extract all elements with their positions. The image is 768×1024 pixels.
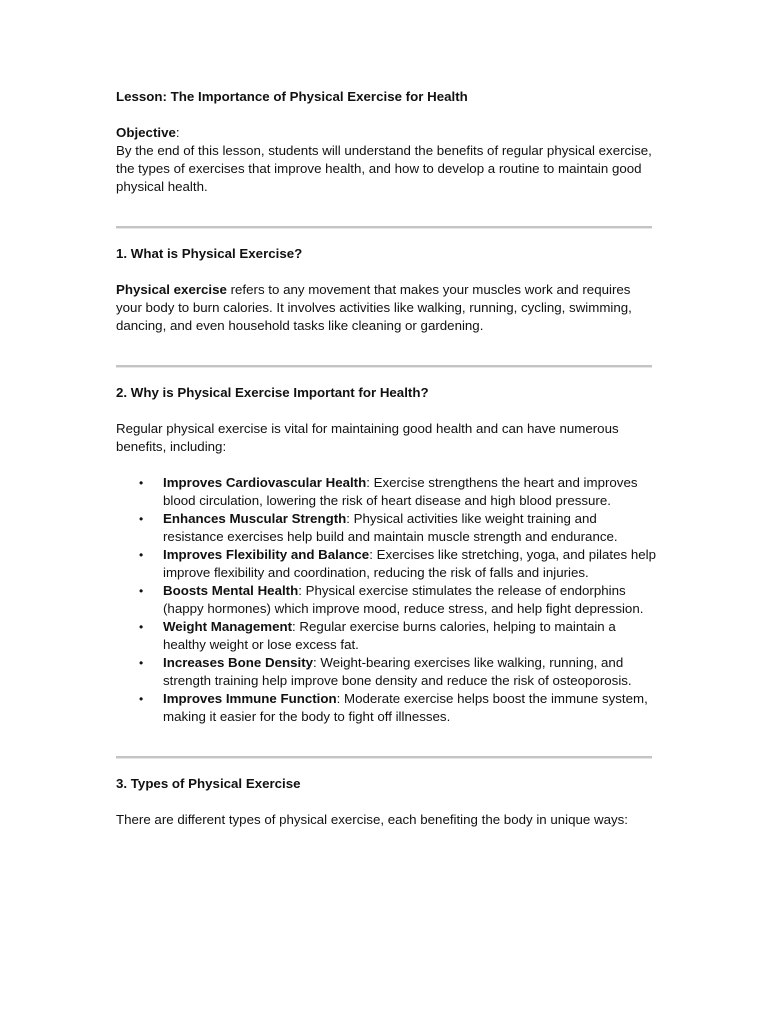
spacer (116, 106, 656, 124)
spacer (116, 726, 656, 756)
spacer (116, 368, 656, 384)
section-2-intro: Regular physical exercise is vital for maintaining good health and can have numerous benefits, including: (116, 421, 619, 454)
list-item-term: Weight Management (163, 619, 293, 634)
objective-label-line (116, 124, 656, 142)
section-1-heading: 1. What is Physical Exercise? (116, 246, 303, 261)
section-3-heading: 3. Types of Physical Exercise (116, 776, 301, 791)
list-item (116, 546, 656, 582)
bullet-icon: • (139, 512, 144, 526)
list-item-term: Improves Flexibility and Balance (163, 547, 370, 562)
section-1-body: refers to any movement that makes your muscles work and requires your body to burn calories. It involves activities like walking, running, cycling, swimming, dancing, and even household tasks like cleaning or gardening. (116, 282, 632, 333)
list-item-term: Increases Bone Density (163, 655, 314, 670)
spacer (116, 263, 656, 281)
list-item-term: Improves Immune Function (163, 691, 337, 706)
objective-colon: : (175, 125, 180, 140)
section-2-heading: 2. Why is Physical Exercise Important for Health? (116, 385, 429, 400)
list-item-text: : Exercise strengthens the heart and improves blood circulation, lowering the risk of heart disease and high blood pressure. (163, 475, 638, 508)
document-content (116, 88, 656, 829)
list-item (116, 690, 656, 726)
list-item-text: : Weight-bearing exercises like walking, running, and strength training help improve bone density and reduce the risk of osteoporosis. (163, 655, 632, 688)
bullet-icon: • (139, 584, 144, 598)
bullet-icon: • (139, 476, 144, 490)
list-item (116, 654, 656, 690)
bullet-icon: • (139, 692, 144, 706)
spacer (116, 196, 656, 226)
benefits-list (116, 474, 656, 726)
bullet-icon: • (139, 656, 144, 670)
spacer (116, 335, 656, 365)
list-item-text: : Exercises like stretching, yoga, and pilates help improve flexibility and coordination, reducing the risk of falls and injuries. (163, 547, 656, 580)
spacer (116, 759, 656, 775)
spacer (116, 793, 656, 811)
section-1-term: Physical exercise (116, 282, 227, 297)
list-item-text: : Regular exercise burns calories, helping to maintain a healthy weight or lose excess fat. (163, 619, 616, 652)
list-item-text: : Physical exercise stimulates the release of endorphins (happy hormones) which improve mood, reduce stress, and help fight depression. (163, 583, 644, 616)
list-item (116, 582, 656, 618)
lesson-title: Lesson: The Importance of Physical Exercise for Health (116, 89, 468, 104)
list-item-term: Improves Cardiovascular Health (163, 475, 367, 490)
objective-label: Objective (116, 125, 176, 140)
bullet-icon: • (139, 548, 144, 562)
list-item (116, 510, 656, 546)
list-item (116, 618, 656, 654)
list-item-term: Boosts Mental Health (163, 583, 299, 598)
list-item-term: Enhances Muscular Strength (163, 511, 347, 526)
list-item (116, 474, 656, 510)
list-item-text: : Moderate exercise helps boost the immune system, making it easier for the body to fight off illnesses. (163, 691, 648, 724)
bullet-icon: • (139, 620, 144, 634)
section-3-intro: There are different types of physical exercise, each benefiting the body in unique ways: (116, 812, 628, 827)
spacer (116, 456, 656, 474)
objective-text: By the end of this lesson, students will understand the benefits of regular physical exercise, the types of exercises that improve health, and how to develop a routine to maintain good physical health. (116, 143, 652, 194)
section-1-paragraph (116, 281, 656, 335)
list-item-text: : Physical activities like weight training and resistance exercises help build and maintain muscle strength and endurance. (163, 511, 618, 544)
spacer (116, 229, 656, 245)
spacer (116, 402, 656, 420)
